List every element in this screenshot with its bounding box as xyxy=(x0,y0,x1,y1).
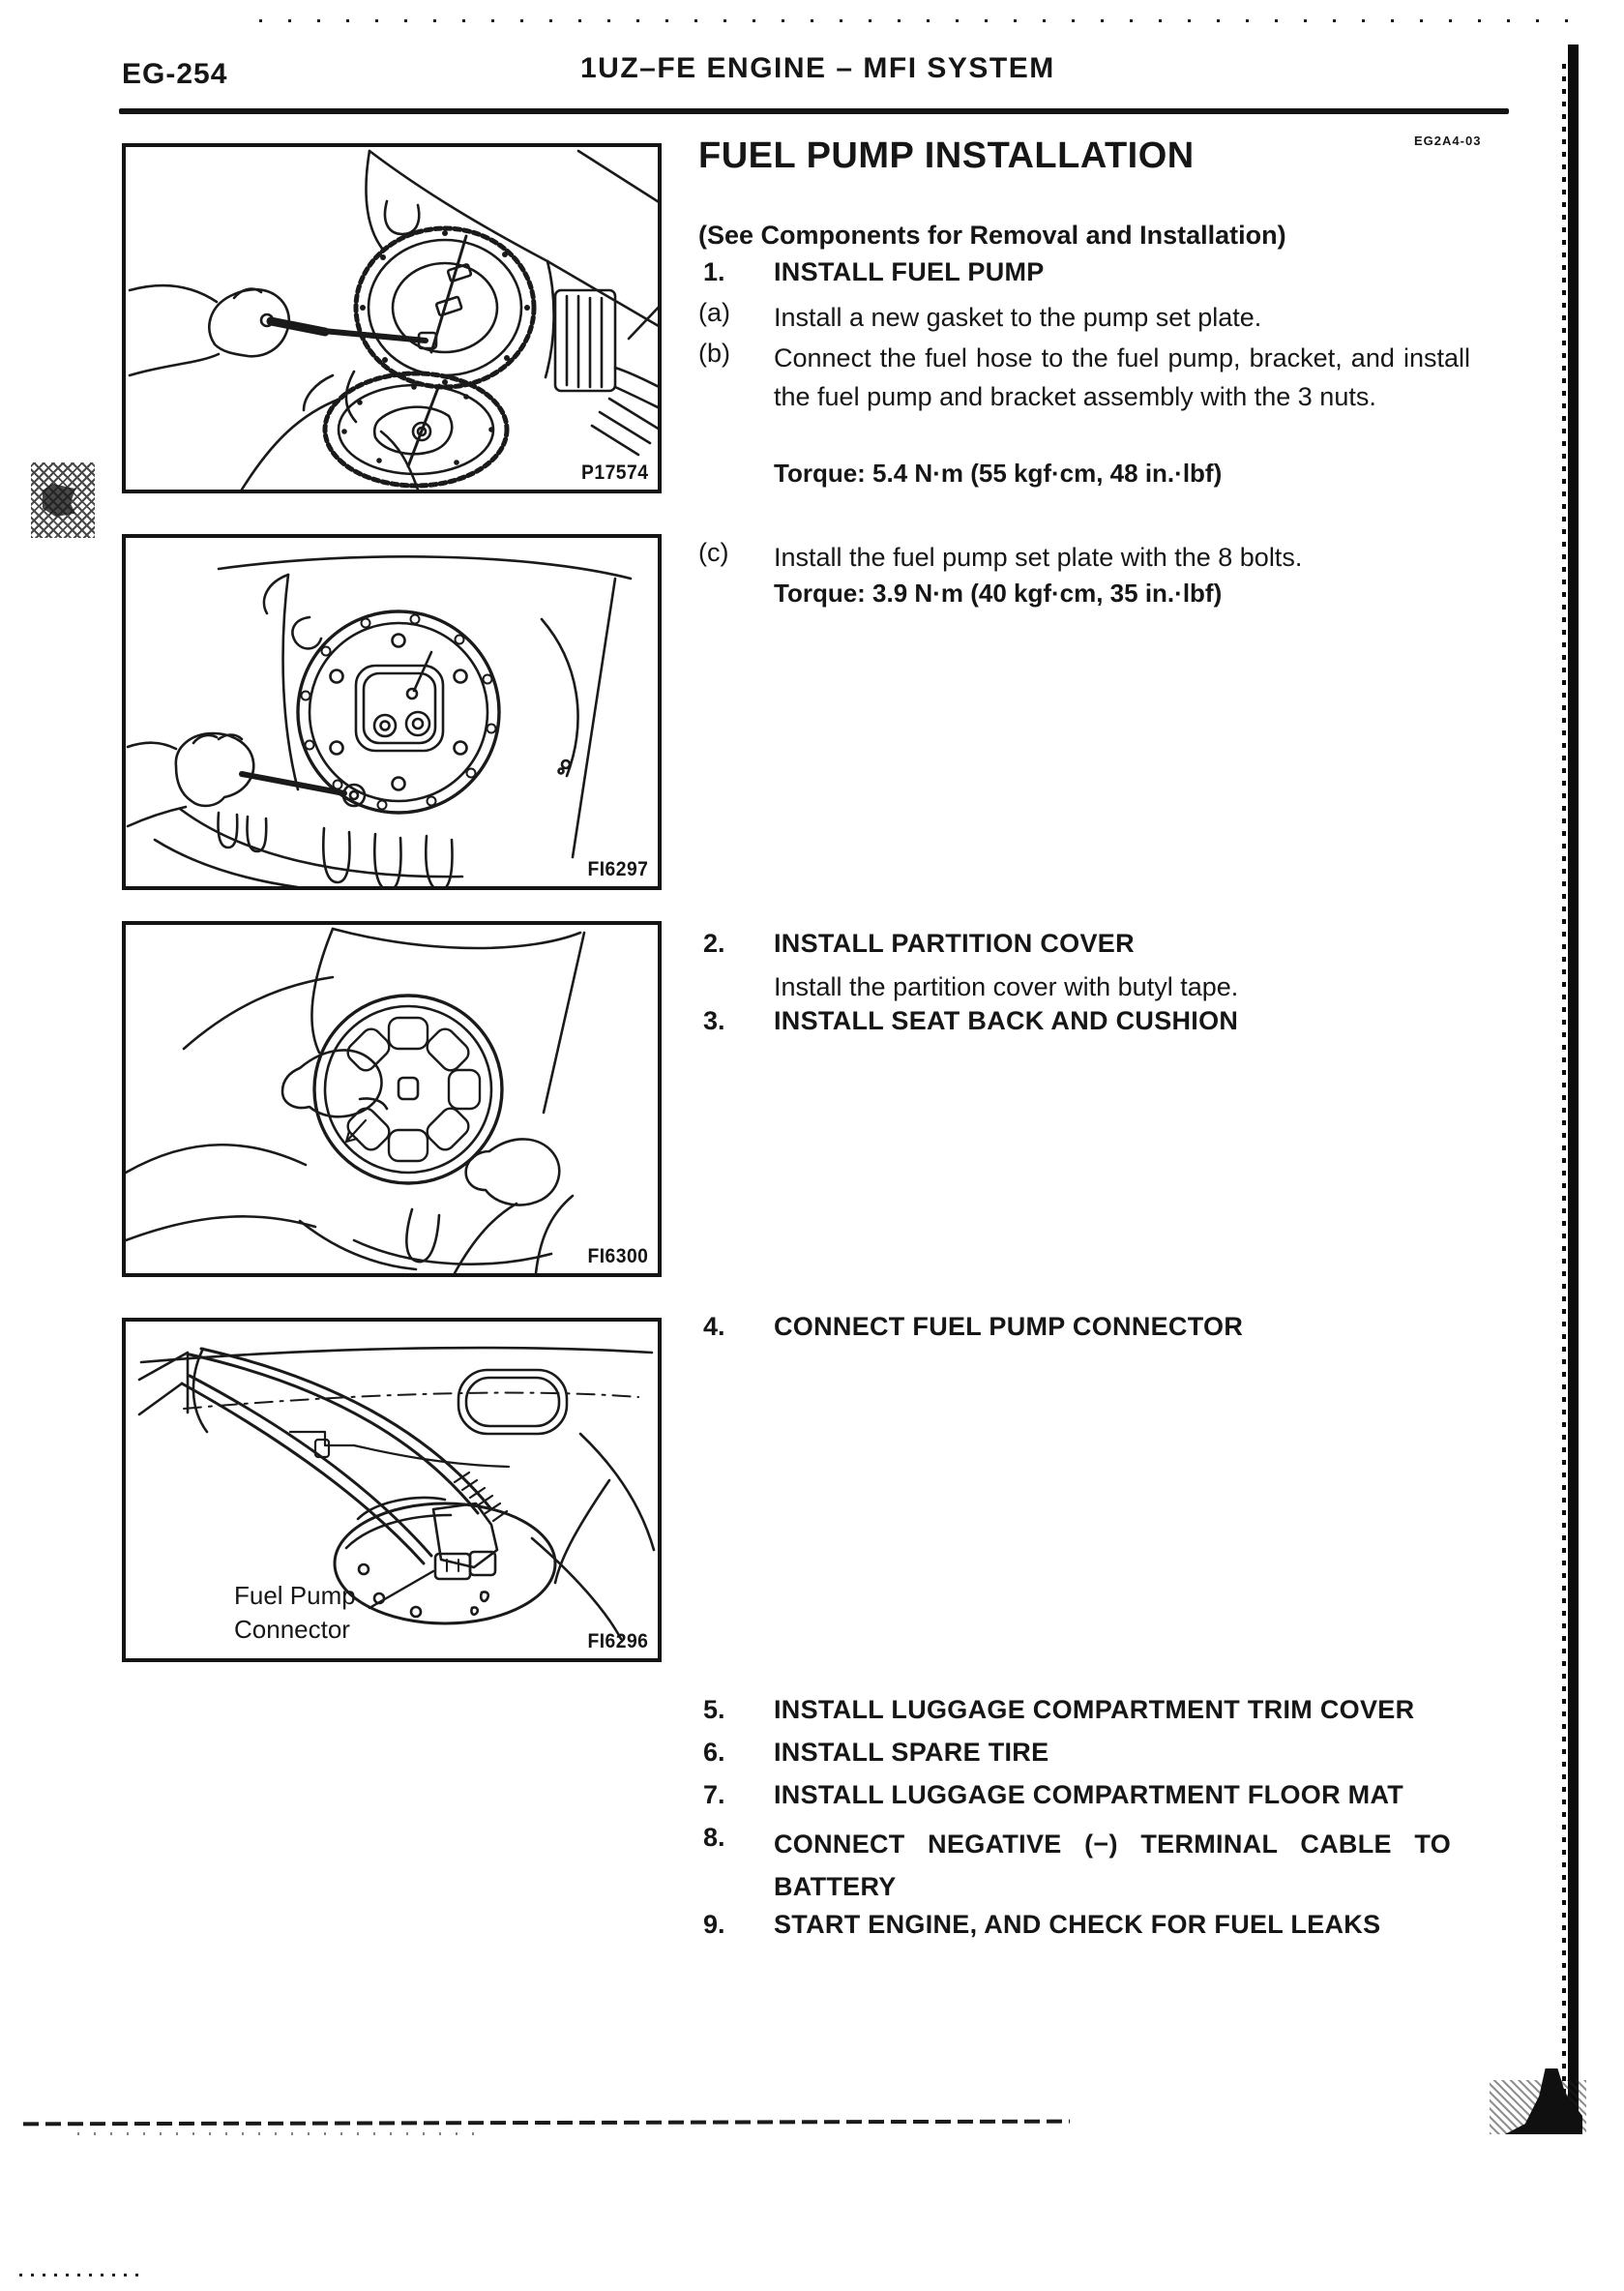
step-8-heading: CONNECT NEGATIVE (−) TERMINAL CABLE TO BATTERY xyxy=(774,1830,1451,1901)
substep-b-marker: (b) xyxy=(698,339,730,368)
figure-illustration xyxy=(126,147,658,490)
scan-artifact-bottom-left-dots xyxy=(19,2274,145,2276)
step-2-note: Install the partition cover with butyl tape. xyxy=(774,972,1239,1001)
substep-c-marker: (c) xyxy=(698,538,729,567)
figure-code: P17574 xyxy=(580,461,648,484)
step-7-heading: INSTALL LUGGAGE COMPARTMENT FLOOR MAT xyxy=(774,1780,1404,1809)
step-2-number: 2. xyxy=(703,929,725,958)
header-rule xyxy=(119,108,1509,114)
header-title: 1UZ–FE ENGINE – MFI SYSTEM xyxy=(580,52,1055,84)
figure-fuel-pump-connector xyxy=(122,1318,662,1662)
substep-c-torque: Torque: 3.9 N·m (40 kgf·cm, 35 in.·lbf) xyxy=(774,579,1223,608)
substep-b-text: Connect the fuel hose to the fuel pump, bracket, and install the fuel pump and bracket assembly with the 3 nuts. xyxy=(774,343,1470,411)
step-9-heading: START ENGINE, AND CHECK FOR FUEL LEAKS xyxy=(774,1910,1381,1939)
figure-code: FI6300 xyxy=(587,1245,648,1267)
scan-artifact-right-edge xyxy=(1568,45,1579,2132)
step-2-heading: INSTALL PARTITION COVER xyxy=(774,929,1135,958)
step-5-number: 5. xyxy=(703,1695,725,1724)
step-1-number: 1. xyxy=(703,257,725,286)
figure-code: FI6297 xyxy=(587,858,648,880)
step-1-heading: INSTALL FUEL PUMP xyxy=(774,257,1045,286)
scan-artifact-bottom-scatter xyxy=(77,2132,484,2135)
substep-b-torque: Torque: 5.4 N·m (55 kgf·cm, 48 in.·lbf) xyxy=(774,459,1223,488)
scan-artifact-bottom-line xyxy=(23,2120,1070,2127)
substep-a-marker: (a) xyxy=(698,298,730,327)
step-3-number: 3. xyxy=(703,1006,725,1035)
figure-callout-label: Fuel Pump Connector xyxy=(234,1581,356,1644)
step-4-number: 4. xyxy=(703,1312,725,1341)
see-reference-note: (See Components for Removal and Installation) xyxy=(698,221,1286,250)
section-code: EG2A4-03 xyxy=(1414,134,1482,148)
step-4-heading: CONNECT FUEL PUMP CONNECTOR xyxy=(774,1312,1244,1341)
page-number: EG-254 xyxy=(122,58,228,90)
page-title: FUEL PUMP INSTALLATION xyxy=(698,135,1195,176)
figure-set-plate-bolts xyxy=(122,534,662,890)
step-6-number: 6. xyxy=(703,1738,725,1767)
figure-code: FI6296 xyxy=(587,1630,648,1652)
step-3-heading: INSTALL SEAT BACK AND CUSHION xyxy=(774,1006,1239,1035)
step-9-number: 9. xyxy=(703,1910,725,1939)
scan-artifact-right-edge-frill xyxy=(1562,58,1566,2119)
figure-illustration xyxy=(126,925,658,1273)
figure-illustration xyxy=(126,538,658,886)
substep-a-text: Install a new gasket to the pump set plate. xyxy=(774,303,1262,332)
figure-partition-cover xyxy=(122,921,662,1277)
step-7-number: 7. xyxy=(703,1780,725,1809)
step-8-number: 8. xyxy=(703,1823,725,1852)
step-6-heading: INSTALL SPARE TIRE xyxy=(774,1738,1049,1767)
substep-c-text: Install the fuel pump set plate with the 8 bolts. xyxy=(774,543,1303,572)
step-5-heading: INSTALL LUGGAGE COMPARTMENT TRIM COVER xyxy=(774,1695,1415,1724)
scan-artifact-top-dotted-line xyxy=(259,19,1588,22)
figure-fuel-pump-install xyxy=(122,143,662,493)
